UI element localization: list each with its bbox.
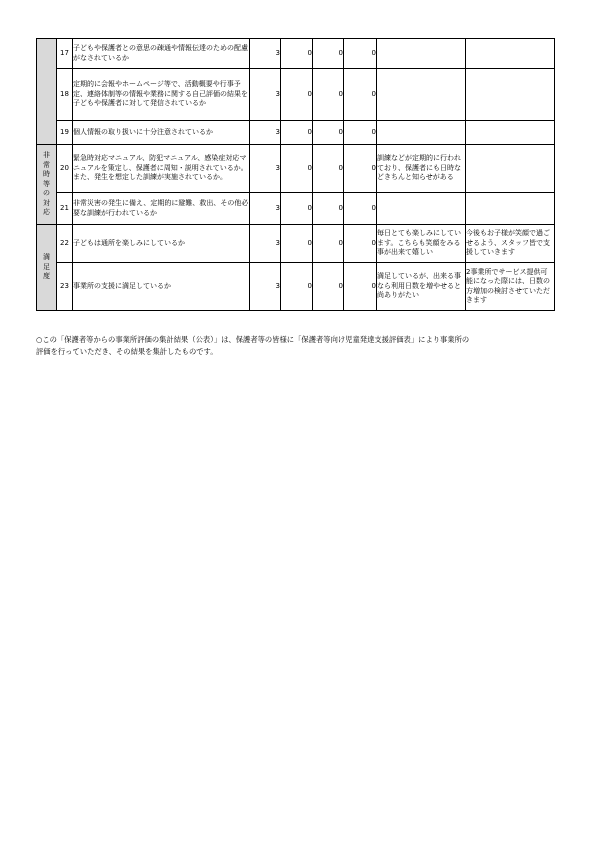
count-no: 0: [313, 121, 344, 145]
question-text: 子どもや保護者との意思の疎通や情報伝達のための配慮がなされているか: [73, 39, 250, 69]
footnote: ○この「保護者等からの事業所評価の集計結果（公表）」は、保護者等の皆様に「保護者等向け児童発達支援評価表」により事業所の評価を行っていただき、その結果を集計したものです。: [36, 335, 470, 356]
count-unknown: 0: [344, 225, 377, 263]
question-text: 非常災害の発生に備え、定期的に避難、救出、その他必要な訓練が行われているか: [73, 193, 250, 225]
guardian-comment: [377, 69, 466, 121]
question-text: 事業所の支援に満足しているか: [73, 263, 250, 311]
category-satisfaction: [37, 225, 57, 311]
count-unknown: 0: [344, 121, 377, 145]
facility-response: [466, 69, 555, 121]
count-yes: 3: [250, 69, 281, 121]
table-row: [37, 121, 555, 145]
count-somewhat: 0: [281, 121, 313, 145]
category-cell-previous: [37, 39, 57, 145]
count-no: 0: [313, 225, 344, 263]
table-row: [37, 69, 555, 121]
item-number: 19: [57, 121, 73, 145]
count-somewhat: 0: [281, 145, 313, 193]
guardian-comment: 訓練などが定期的に行われており、保護者にも日時などきちんと知らせがある: [377, 145, 466, 193]
question-text: 子どもは通所を楽しみにしているか: [73, 225, 250, 263]
count-somewhat: 0: [281, 39, 313, 69]
count-somewhat: 0: [281, 225, 313, 263]
guardian-comment: [377, 121, 466, 145]
count-unknown: 0: [344, 39, 377, 69]
count-yes: 3: [250, 121, 281, 145]
facility-response: 2事業所でサービス提供可能になった際には、日数の方増加の検討させていただきます: [466, 263, 555, 311]
facility-response: [466, 121, 555, 145]
count-no: 0: [313, 145, 344, 193]
item-number: 21: [57, 193, 73, 225]
count-no: 0: [313, 193, 344, 225]
count-somewhat: 0: [281, 69, 313, 121]
guardian-comment: [377, 193, 466, 225]
table-row: [37, 225, 555, 263]
count-somewhat: 0: [281, 263, 313, 311]
count-yes: 3: [250, 193, 281, 225]
count-unknown: 0: [344, 263, 377, 311]
count-no: 0: [313, 263, 344, 311]
count-yes: 3: [250, 263, 281, 311]
item-number: 18: [57, 69, 73, 121]
table-row: [37, 193, 555, 225]
table-row: [37, 263, 555, 311]
count-somewhat: 0: [281, 193, 313, 225]
facility-response: [466, 39, 555, 69]
item-number: 20: [57, 145, 73, 193]
question-text: 定期的に会報やホームページ等で、活動概要や行事予定、連絡体制等の情報や業務に関する自己評価の結果を子どもや保護者に対して発信されているか: [73, 69, 250, 121]
facility-response: [466, 193, 555, 225]
guardian-comment: 満足しているが、出来る事なら利用日数を増やせると尚ありがたい: [377, 263, 466, 311]
question-text: 個人情報の取り扱いに十分注意されているか: [73, 121, 250, 145]
facility-response: 今後もお子様が笑顔で過ごせるよう、スタッフ皆で支援していきます: [466, 225, 555, 263]
count-unknown: 0: [344, 145, 377, 193]
count-yes: 3: [250, 39, 281, 69]
table-row: [37, 145, 555, 193]
category-emergency: [37, 145, 57, 225]
table-row: [37, 39, 555, 69]
count-no: 0: [313, 69, 344, 121]
count-yes: 3: [250, 145, 281, 193]
item-number: 23: [57, 263, 73, 311]
question-text: 緊急時対応マニュアル、防犯マニュアル、感染症対応マニュアルを策定し、保護者に周知・説明されているか。また、発生を想定した訓練が実施されているか。: [73, 145, 250, 193]
guardian-comment: 毎日とても楽しみにしています。こちらも笑顔をみる事が出来て嬉しい: [377, 225, 466, 263]
item-number: 22: [57, 225, 73, 263]
evaluation-table: [36, 38, 555, 311]
count-unknown: 0: [344, 193, 377, 225]
count-no: 0: [313, 39, 344, 69]
guardian-comment: [377, 39, 466, 69]
item-number: 17: [57, 39, 73, 69]
category-label: 満足度: [43, 253, 50, 281]
count-unknown: 0: [344, 69, 377, 121]
category-label: 非常時等の対応: [43, 151, 50, 217]
count-yes: 3: [250, 225, 281, 263]
facility-response: [466, 145, 555, 193]
